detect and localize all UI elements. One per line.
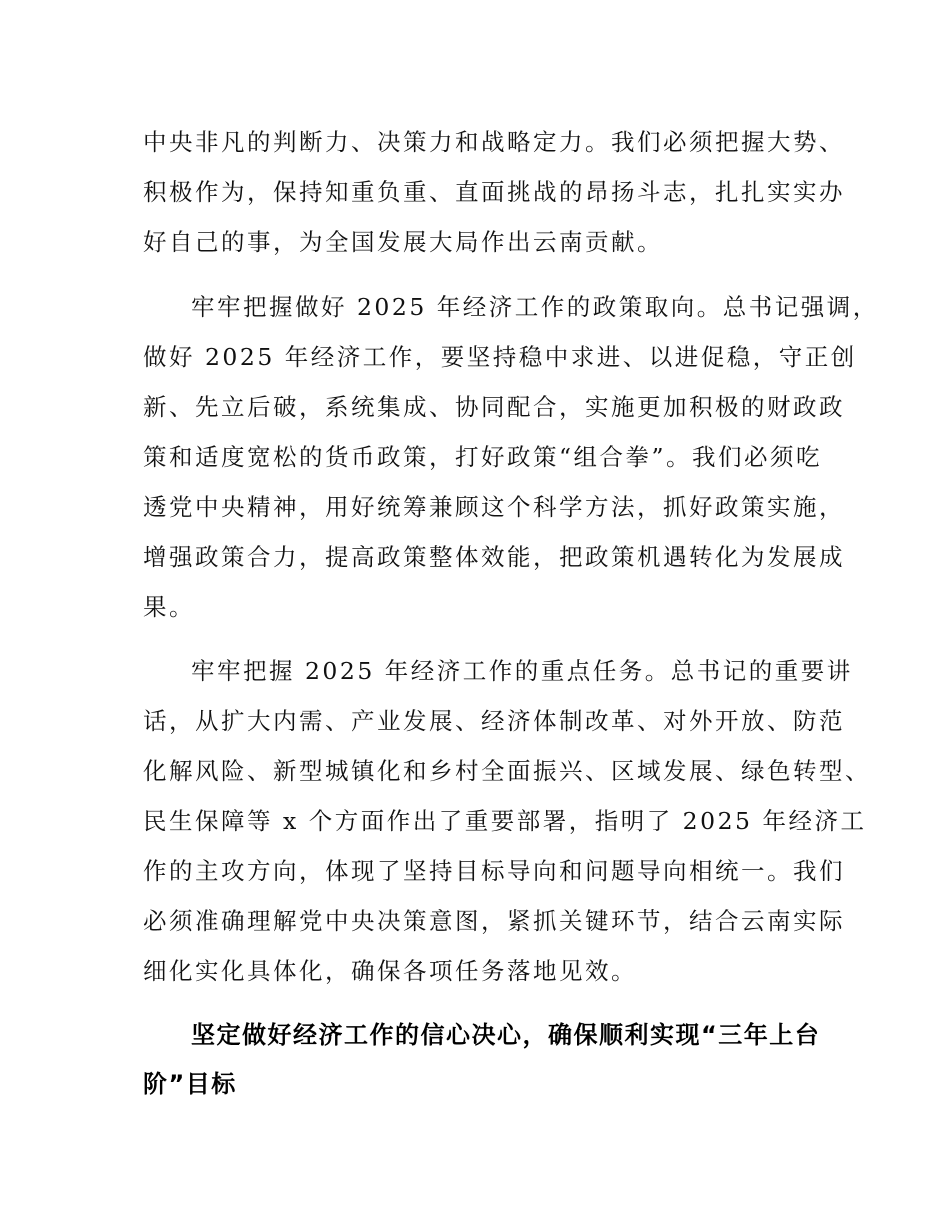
paragraph-line: 话，从扩大内需、产业发展、经济体制改革、对外开放、防范: [143, 707, 845, 735]
paragraph-line: 中央非凡的判断力、决策力和战略定力。我们必须把握大势、: [143, 128, 845, 156]
paragraph-line: 作的主攻方向，体现了坚持目标导向和问题导向相统一。我们: [143, 857, 845, 885]
heading-line: 阶”目标: [143, 1070, 237, 1098]
paragraph-line: 积极作为，保持知重负重、直面挑战的昂扬斗志，扎扎实实办: [143, 178, 845, 206]
heading-line: 坚定做好经济工作的信心决心，确保顺利实现“三年上台: [191, 1021, 821, 1049]
paragraph-line: 牢牢把握做好 2025 年经济工作的政策取向。总书记强调，: [191, 293, 879, 321]
paragraph-line: 果。: [143, 593, 195, 621]
paragraph-line: 好自己的事，为全国发展大局作出云南贡献。: [143, 228, 663, 256]
paragraph-line: 策和适度宽松的货币政策，打好政策“组合拳”。我们必须吃: [143, 443, 823, 471]
paragraph-line: 民生保障等 x 个方面作出了重要部署，指明了 2025 年经济工: [143, 807, 867, 835]
paragraph-line: 细化实化具体化，确保各项任务落地见效。: [143, 957, 637, 985]
paragraph-line: 化解风险、新型城镇化和乡村全面振兴、区域发展、绿色转型、: [143, 757, 871, 785]
paragraph-line: 新、先立后破，系统集成、协同配合，实施更加积极的财政政: [143, 393, 845, 421]
paragraph-line: 牢牢把握 2025 年经济工作的重点任务。总书记的重要讲: [191, 657, 853, 685]
paragraph-line: 做好 2025 年经济工作，要坚持稳中求进、以进促稳，守正创: [143, 343, 857, 371]
paragraph-line: 透党中央精神，用好统筹兼顾这个科学方法，抓好政策实施，: [143, 493, 845, 521]
paragraph-line: 必须准确理解党中央决策意图，紧抓关键环节，结合云南实际: [143, 907, 845, 935]
paragraph-line: 增强政策合力，提高政策整体效能，把政策机遇转化为发展成: [143, 543, 845, 571]
